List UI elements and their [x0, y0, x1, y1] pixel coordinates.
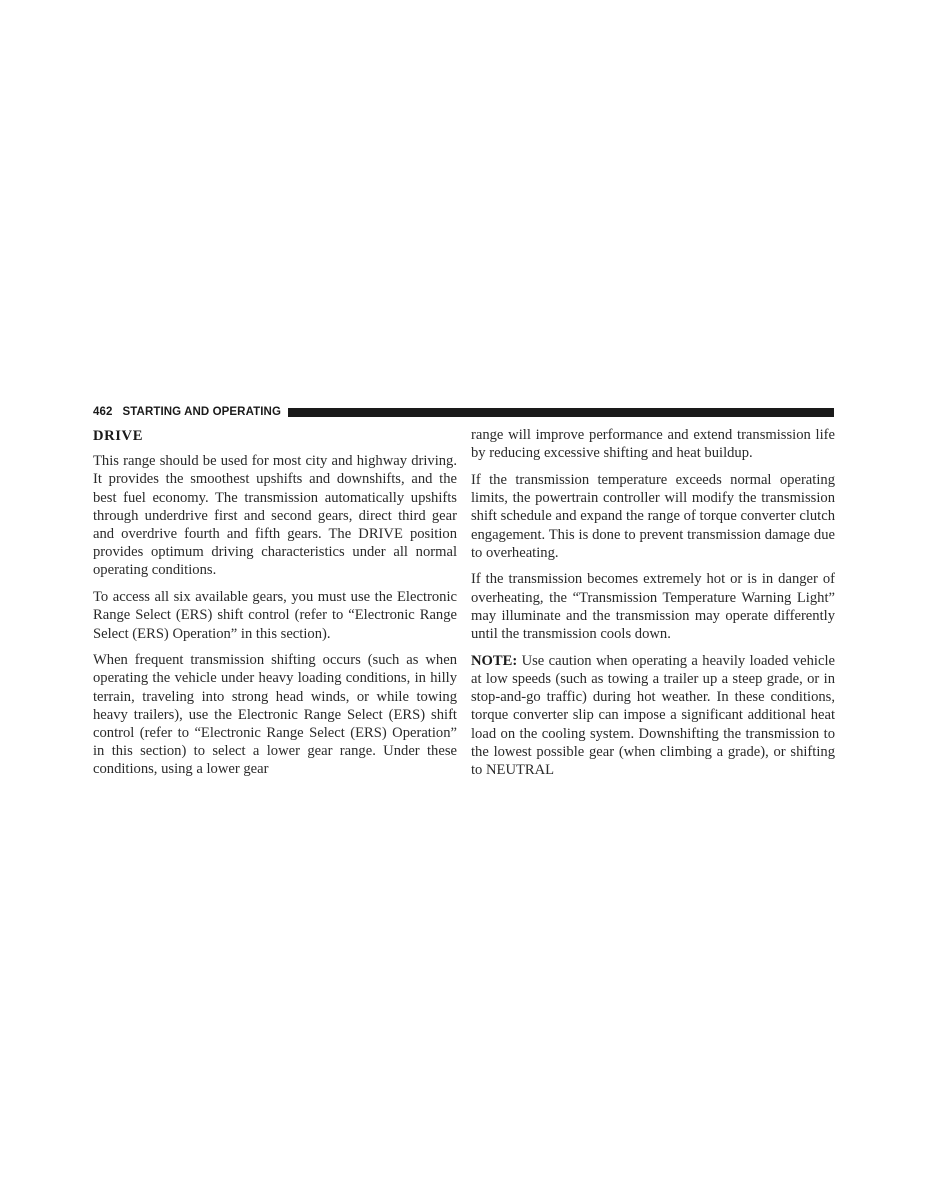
paragraph: If the transmission becomes extremely hot or is in danger of overheating, the “Transmission Temperature Warning Light” may illuminate and the transmission may operate differently until the transmission cools down. [471, 571, 835, 643]
page-header [93, 405, 834, 419]
page-number: 462 [93, 406, 113, 418]
paragraph: To access all six available gears, you must use the Electronic Range Select (ERS) shift control (refer to “Electronic Range Select (ERS) Operation” in this section). [93, 589, 457, 642]
note-paragraph [471, 652, 835, 779]
right-column [471, 426, 835, 788]
header-rule [288, 408, 834, 417]
paragraph: When frequent transmission shifting occurs (such as when operating the vehicle under heavy loading conditions, in hilly terrain, traveling into strong head winds, or while towing heavy trailers), use the Electronic Range Select (ERS) shift control (refer to “Electronic Range Select (ERS) Operation” in this section) to select a lower gear range. Under these conditions, using a lower gear [93, 652, 457, 778]
section-heading-drive: DRIVE [93, 428, 144, 444]
left-column [93, 426, 457, 787]
note-text: Use caution when operating a heavily loaded vehicle at low speeds (such as towing a trailer up a steep grade, or in stop-and-go traffic) during hot weather. In these conditions, torque converter slip can impose a significant additional heat load on the cooling system. Downshifting the transmission to the lowest possible gear (when climbing a grade), or shifting to NEUTRAL [471, 652, 835, 778]
paragraph: range will improve performance and extend transmission life by reducing excessive shifting and heat buildup. [471, 427, 835, 462]
note-label: NOTE: [471, 652, 518, 669]
paragraph: If the transmission temperature exceeds normal operating limits, the powertrain controller will modify the transmission shift schedule and expand the range of torque converter clutch engagement. This is done to prevent transmission damage due to overheating. [471, 471, 835, 561]
paragraph: This range should be used for most city and highway driving. It provides the smoothest upshifts and downshifts, and the best fuel economy. The transmission automatically upshifts through underdrive first and second gears, direct third gear and overdrive fourth and fifth gears. The DRIVE position provides optimum driving characteristics under all normal operating conditions. [93, 453, 457, 579]
section-title: STARTING AND OPERATING [122, 406, 282, 418]
